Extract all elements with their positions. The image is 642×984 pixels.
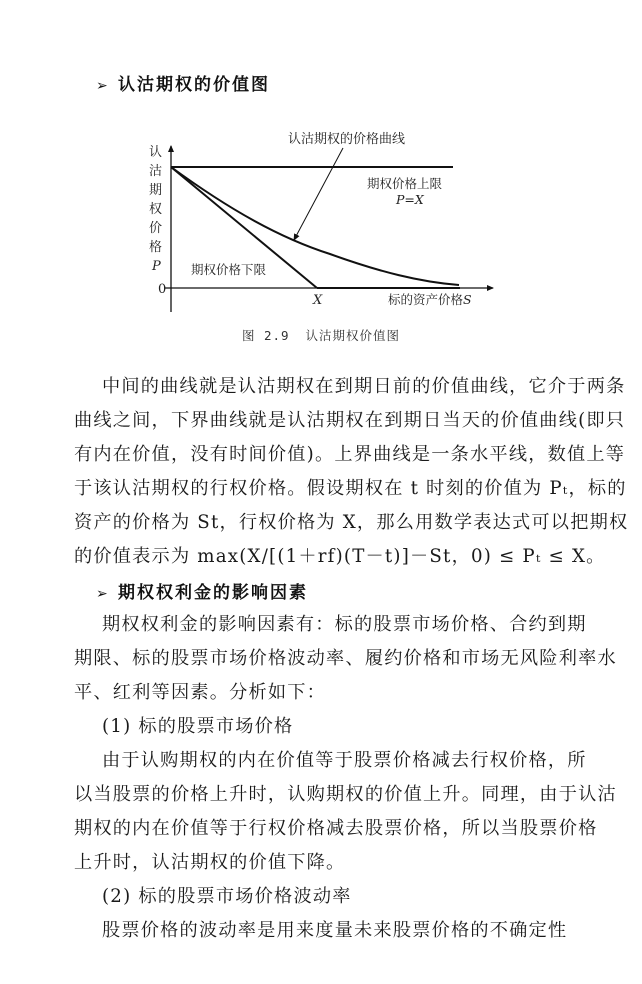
y-axis-label-char: 价 — [149, 221, 163, 236]
paragraph-line: 中间的曲线就是认沽期权在到期日前的价值曲线，它介于两条 — [102, 376, 626, 397]
paragraph-line: 上升时，认沽期权的价值下降。 — [74, 852, 346, 873]
origin-label: 0 — [158, 282, 167, 297]
paragraph-line: 期限、标的股票市场价格波动率、履约价格和市场无风险利率水 — [74, 648, 617, 669]
y-axis-label — [149, 145, 162, 274]
section-title: 认沽期权的价值图 — [118, 75, 270, 95]
x-axis-variable: S — [463, 292, 472, 307]
paragraph-line: 由于认购期权的内在价值等于股票价格减去行权价格，所 — [102, 750, 587, 771]
paragraph-line: 平、红利等因素。分析如下： — [74, 682, 327, 703]
x-axis-label — [388, 292, 472, 307]
lower-bound-label: 期权价格下限 — [191, 262, 267, 277]
curve-label: 认沽期权的价格曲线 — [288, 132, 406, 147]
paragraph-line: 资产的价格为 St，行权价格为 X，那么用数学表达式可以把期权 — [74, 512, 629, 533]
paragraph-line: 股票价格的波动率是用来度量未来股票价格的不确定性 — [102, 920, 568, 941]
put-option-value-diagram — [0, 0, 642, 330]
figure-caption — [0, 326, 642, 344]
upper-bound-label: 期权价格上限 — [367, 176, 443, 191]
section-heading-premium-factors — [96, 578, 308, 603]
y-axis-variable: P — [152, 259, 161, 274]
section-title: 期权权利金的影响因素 — [118, 583, 308, 603]
paragraph-line: 以当股票的价格上升时，认购期权的价值上升。同理，由于认沽 — [74, 784, 617, 805]
paragraph-line: 期权的内在价值等于行权价格减去股票价格，所以当股票价格 — [74, 818, 598, 839]
x-axis-label-text: 标的资产价格 — [388, 292, 464, 307]
y-axis-label-char: 沽 — [149, 164, 163, 179]
y-axis-label-char: 权 — [149, 202, 163, 217]
upper-bound-formula: P=X — [396, 192, 424, 207]
arrow-bullet-icon: ➢ — [96, 586, 110, 602]
figure-number: 图 2.9 — [241, 328, 290, 343]
paragraph-line: 的价值表示为 max(X/[(1＋rf)(T－t)]－St，0) ≤ Pₜ ≤ X。 — [74, 546, 606, 567]
paragraph-line: 有内在价值，没有时间价值)。上界曲线是一条水平线，数值上等 — [74, 444, 626, 465]
paragraph-line: 期权权利金的影响因素有：标的股票市场价格、合约到期 — [102, 614, 587, 635]
y-axis-label-char: 认 — [149, 145, 163, 160]
paragraph-line: 于该认沽期权的行权价格。假设期权在 t 时刻的价值为 Pₜ，标的 — [74, 478, 627, 499]
y-axis-label-char: 期 — [149, 183, 163, 198]
callout-arrow — [294, 148, 343, 240]
strike-label: X — [313, 293, 323, 308]
item-heading: (1) 标的股票市场价格 — [102, 716, 294, 737]
paragraph-line: 曲线之间，下界曲线就是认沽期权在到期日当天的价值曲线(即只 — [74, 410, 626, 431]
item-heading: (2) 标的股票市场价格波动率 — [102, 886, 352, 907]
y-axis-label-char: 格 — [149, 240, 163, 255]
figure-caption-title: 认沽期权价值图 — [305, 328, 401, 343]
arrow-bullet-icon: ➢ — [96, 78, 110, 94]
